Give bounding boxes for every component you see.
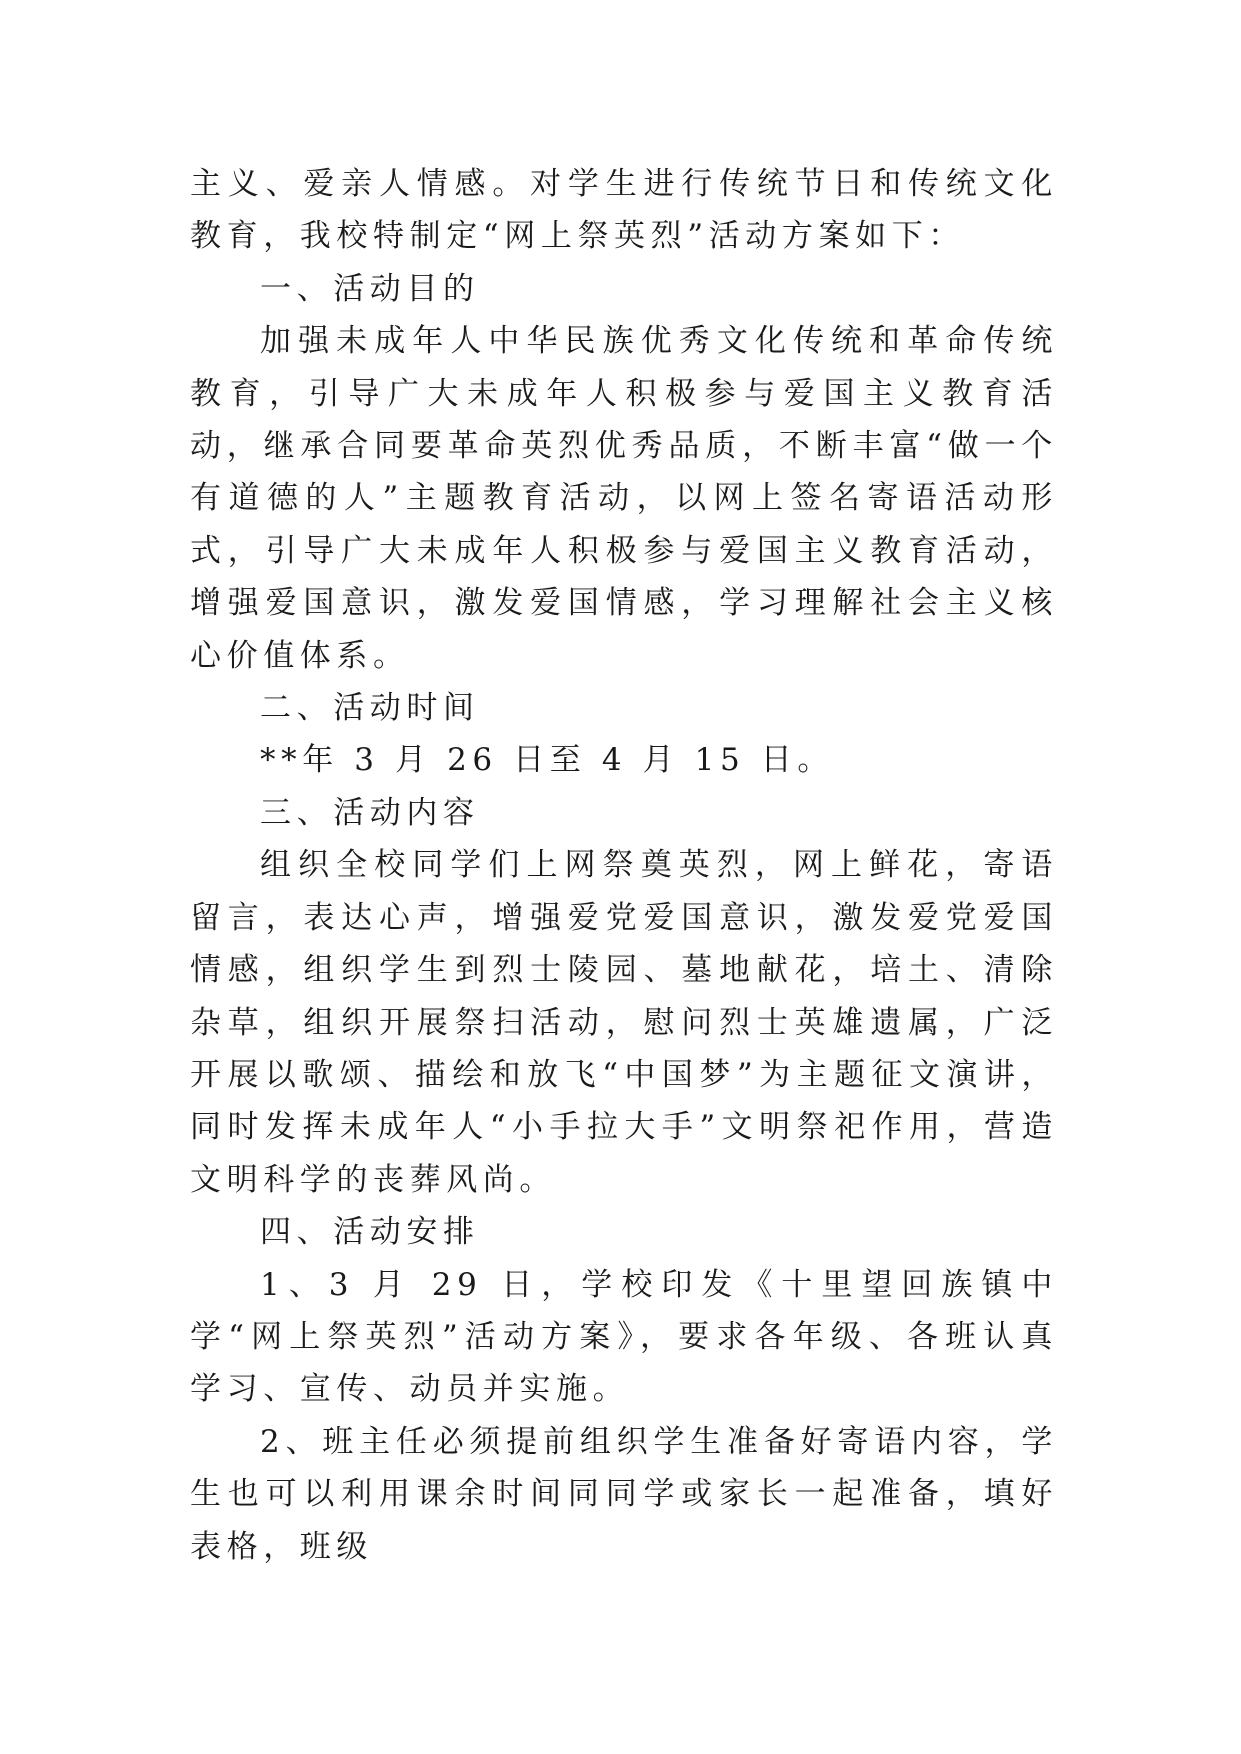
document-body — [190, 158, 1058, 1573]
heading-arrangement: 四、活动安排 — [260, 1214, 480, 1251]
paragraph-content: 组织全校同学们上网祭奠英烈，网上鲜花，寄语留言，表达心声，增强爱党爱国意识，激发爱党爱国情感，组织学生到烈士陵园、墓地献花，培土、清除杂草，组织开展祭扫活动，慰问烈士英雄遗属，广泛开展以歌颂、描绘和放飞“中国梦”为主题征文演讲，同时发挥未成年人“小手拉大手”文明祭祀作用，营造文明科学的丧葬风尚。 — [190, 847, 1058, 1198]
paragraph-time: **年 3 月 26 日至 4 月 15 日。 — [260, 742, 834, 779]
paragraph-intro-continued: 主义、爱亲人情感。对学生进行传统节日和传统文化教育，我校特制定“网上祭英烈”活动方案如下： — [190, 166, 1058, 255]
paragraph-arrangement-1: 1、3 月 29 日，学校印发《十里望回族镇中学“网上祭英烈”活动方案》，要求各年级、各班认真学习、宣传、动员并实施。 — [190, 1266, 1058, 1408]
heading-content: 三、活动内容 — [260, 794, 480, 831]
heading-purpose: 一、活动目的 — [260, 270, 480, 307]
paragraph-arrangement-2: 2、班主任必须提前组织学生准备好寄语内容，学生也可以利用课余时间同同学或家长一起准备，填好表格，班级 — [190, 1423, 1058, 1565]
heading-time: 二、活动时间 — [260, 690, 480, 727]
paragraph-purpose: 加强未成年人中华民族优秀文化传统和革命传统教育，引导广大未成年人积极参与爱国主义教育活动，继承合同要革命英烈优秀品质，不断丰富“做一个有道德的人”主题教育活动，以网上签名寄语活动形式，引导广大未成年人积极参与爱国主义教育活动，增强爱国意识，激发爱国情感，学习理解社会主义核心价值体系。 — [190, 323, 1058, 674]
